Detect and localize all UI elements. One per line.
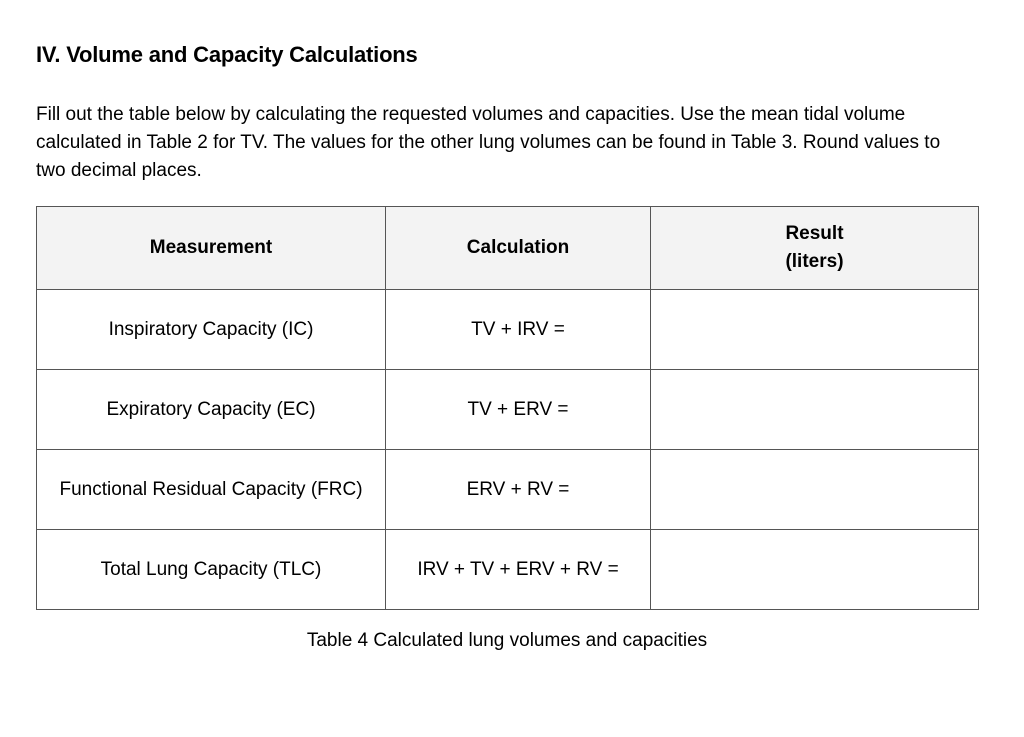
measurement-cell: Total Lung Capacity (TLC) xyxy=(37,530,386,610)
header-calculation: Calculation xyxy=(386,207,651,290)
section-heading: IV. Volume and Capacity Calculations xyxy=(36,42,418,67)
table-row xyxy=(37,290,979,370)
calculation-cell: TV + ERV = xyxy=(386,370,651,450)
result-cell[interactable] xyxy=(651,370,979,450)
table-caption: Table 4 Calculated lung volumes and capacities xyxy=(306,630,708,651)
header-result-unit: (liters) xyxy=(785,251,844,272)
header-measurement: Measurement xyxy=(37,207,386,290)
result-cell[interactable] xyxy=(651,450,979,530)
header-result xyxy=(651,207,979,290)
calculation-cell: ERV + RV = xyxy=(386,450,651,530)
table-row xyxy=(37,450,979,530)
header-result-label: Result xyxy=(785,223,844,244)
measurement-cell: Inspiratory Capacity (IC) xyxy=(37,290,386,370)
calculation-cell: IRV + TV + ERV + RV = xyxy=(386,530,651,610)
table-row xyxy=(37,530,979,610)
table-header-row xyxy=(37,207,979,290)
table-row xyxy=(37,370,979,450)
result-cell[interactable] xyxy=(651,290,979,370)
instructions-paragraph: Fill out the table below by calculating the requested volumes and capacities. Use the mean tidal volume calculated in Table 2 for TV. The values for the other lung volumes can be found in Table 3. Round values to two decimal places. xyxy=(36,104,941,181)
measurement-cell: Functional Residual Capacity (FRC) xyxy=(37,450,386,530)
measurement-cell: Expiratory Capacity (EC) xyxy=(37,370,386,450)
lung-capacity-table xyxy=(36,206,979,610)
calculation-cell: TV + IRV = xyxy=(386,290,651,370)
result-cell[interactable] xyxy=(651,530,979,610)
